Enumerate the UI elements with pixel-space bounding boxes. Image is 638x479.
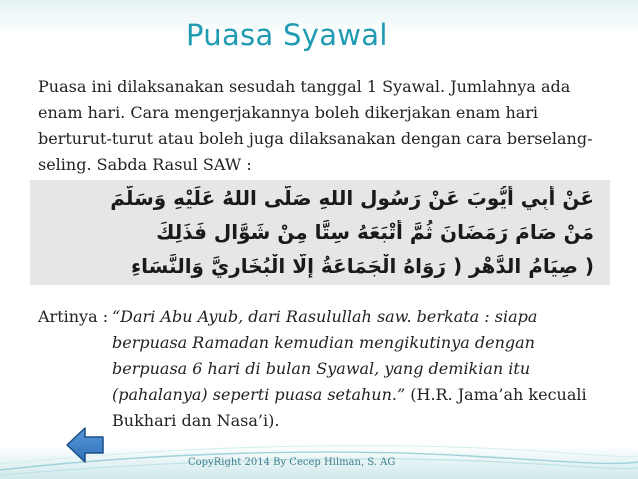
arabic-hadith-block — [30, 180, 610, 285]
copyright-footer: CopyRight 2014 By Cecep Hilman, S. AG — [188, 457, 396, 468]
back-button[interactable] — [64, 424, 106, 466]
arabic-line-1: عَنْ أَبِي أَيُّوبَ عَنْ رَسُولِ اللهِ صَلَّى اللهُ عَلَيْهِ وَسَلَّمَ — [110, 186, 594, 210]
translation-label: Artinya : — [38, 307, 109, 326]
translation-quote: “Dari Abu Ayub, dari Rasulullah saw. berkata : siapa berpuasa Ramadan kemudian mengikutinya dengan berpuasa 6 hari di bulan Syawal, yang demikian itu (pahalanya) seperti puasa setahun.” — [112, 307, 538, 404]
left-arrow-icon — [64, 424, 106, 466]
arabic-line-3: ( صِيَامُ الدَّهْرِ ( رَوَاهُ الْجَمَاعَةُ إِلَّا الْبُخَارِيَّ وَالنَّسَاءِ — [130, 254, 594, 278]
translation-text — [112, 304, 602, 434]
intro-paragraph: Puasa ini dilaksanakan sesudah tanggal 1 Syawal. Jumlahnya ada enam hari. Cara mengerjakannya boleh dikerjakan enam hari berturut-turut atau boleh juga dilaksanakan dengan cara berselang-seling. Sabda Rasul SAW : — [38, 77, 593, 174]
slide-title: Puasa Syawal — [186, 18, 388, 52]
arabic-line-2: مَنْ صَامَ رَمَضَانَ ثُمَّ أَتْبَعَهُ سِتًّا مِنْ شَوَّالٍ فَذَلِكَ — [156, 220, 594, 244]
translation-source: (H.R. Jama’ah kecuali Bukhari dan Nasa’i). — [112, 385, 587, 430]
